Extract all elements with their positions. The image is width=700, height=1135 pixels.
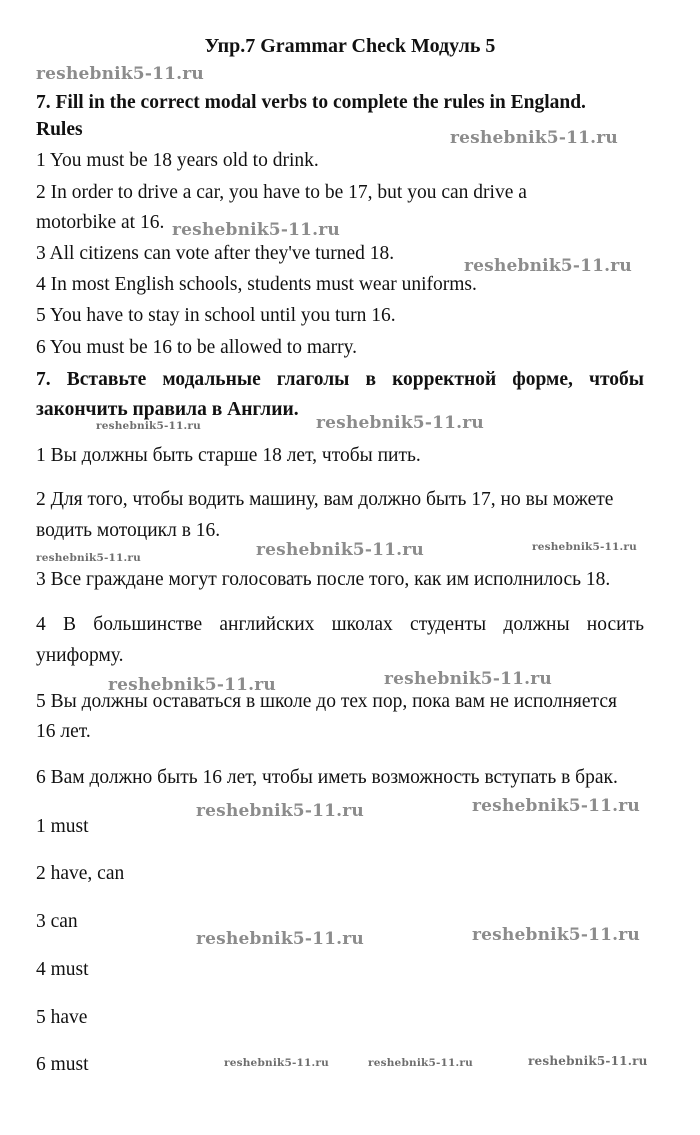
watermark: reshebnik5-11.ru xyxy=(172,220,340,240)
russian-rule-3: 3 Все граждане могут голосовать после того, как им исполнилось 18. xyxy=(36,569,611,590)
watermark: reshebnik5-11.ru xyxy=(532,541,637,553)
english-rule-5: 5 You have to stay in school until you turn 16. xyxy=(36,305,396,326)
watermark: reshebnik5-11.ru xyxy=(384,669,552,689)
watermark: reshebnik5-11.ru xyxy=(196,801,364,821)
watermark: reshebnik5-11.ru xyxy=(368,1057,473,1069)
watermark: reshebnik5-11.ru xyxy=(464,256,632,276)
answer-6: 6 must xyxy=(36,1054,89,1075)
task-heading-ru-line2: закончить правила в Англии. xyxy=(36,399,299,420)
russian-rule-4: 4 В большинстве английских школах студенты должны носить xyxy=(36,614,644,635)
russian-rule-5: 5 Вы должны оставаться в школе до тех пор, пока вам не исполняется xyxy=(36,691,617,712)
english-rule-1: 1 You must be 18 years old to drink. xyxy=(36,150,319,171)
page-title: Упр.7 Grammar Check Модуль 5 xyxy=(204,35,496,57)
watermark: reshebnik5-11.ru xyxy=(472,925,640,945)
watermark: reshebnik5-11.ru xyxy=(472,796,640,816)
english-rule-4: 4 In most English schools, students must wear uniforms. xyxy=(36,274,477,295)
russian-rule-6: 6 Вам должно быть 16 лет, чтобы иметь возможность вступать в брак. xyxy=(36,767,618,788)
watermark: reshebnik5-11.ru xyxy=(108,675,276,695)
task-heading-en: 7. Fill in the correct modal verbs to complete the rules in England. xyxy=(36,92,586,113)
task-heading-ru-line1: 7. Вставьте модальные глаголы в корректной форме, чтобы xyxy=(36,369,644,390)
english-rule-2: 2 In order to drive a car, you have to be 17, but you can drive a xyxy=(36,182,527,203)
russian-rule-4-cont: униформу. xyxy=(36,645,124,666)
english-rule-3: 3 All citizens can vote after they've turned 18. xyxy=(36,243,395,264)
watermark: reshebnik5-11.ru xyxy=(450,128,618,148)
answer-5: 5 have xyxy=(36,1007,88,1028)
english-rule-6: 6 You must be 16 to be allowed to marry. xyxy=(36,337,357,358)
answer-4: 4 must xyxy=(36,959,89,980)
watermark: reshebnik5-11.ru xyxy=(36,552,141,564)
answer-1: 1 must xyxy=(36,816,89,837)
answer-3: 3 can xyxy=(36,911,78,932)
watermark: reshebnik5-11.ru xyxy=(316,413,484,433)
russian-rule-2-cont: водить мотоцикл в 16. xyxy=(36,520,221,541)
rules-heading: Rules xyxy=(36,119,83,140)
russian-rule-1: 1 Вы должны быть старше 18 лет, чтобы пить. xyxy=(36,445,421,466)
watermark: reshebnik5-11.ru xyxy=(528,1054,648,1068)
watermark: reshebnik5-11.ru xyxy=(256,540,424,560)
english-rule-2-cont: motorbike at 16. xyxy=(36,212,165,233)
watermark: reshebnik5-11.ru xyxy=(224,1057,329,1069)
russian-rule-2: 2 Для того, чтобы водить машину, вам должно быть 17, но вы можете xyxy=(36,489,614,510)
watermark: reshebnik5-11.ru xyxy=(196,929,364,949)
answer-2: 2 have, can xyxy=(36,863,125,884)
watermark: reshebnik5-11.ru xyxy=(36,64,204,84)
watermark: reshebnik5-11.ru xyxy=(96,420,201,432)
russian-rule-5-cont: 16 лет. xyxy=(36,721,91,742)
